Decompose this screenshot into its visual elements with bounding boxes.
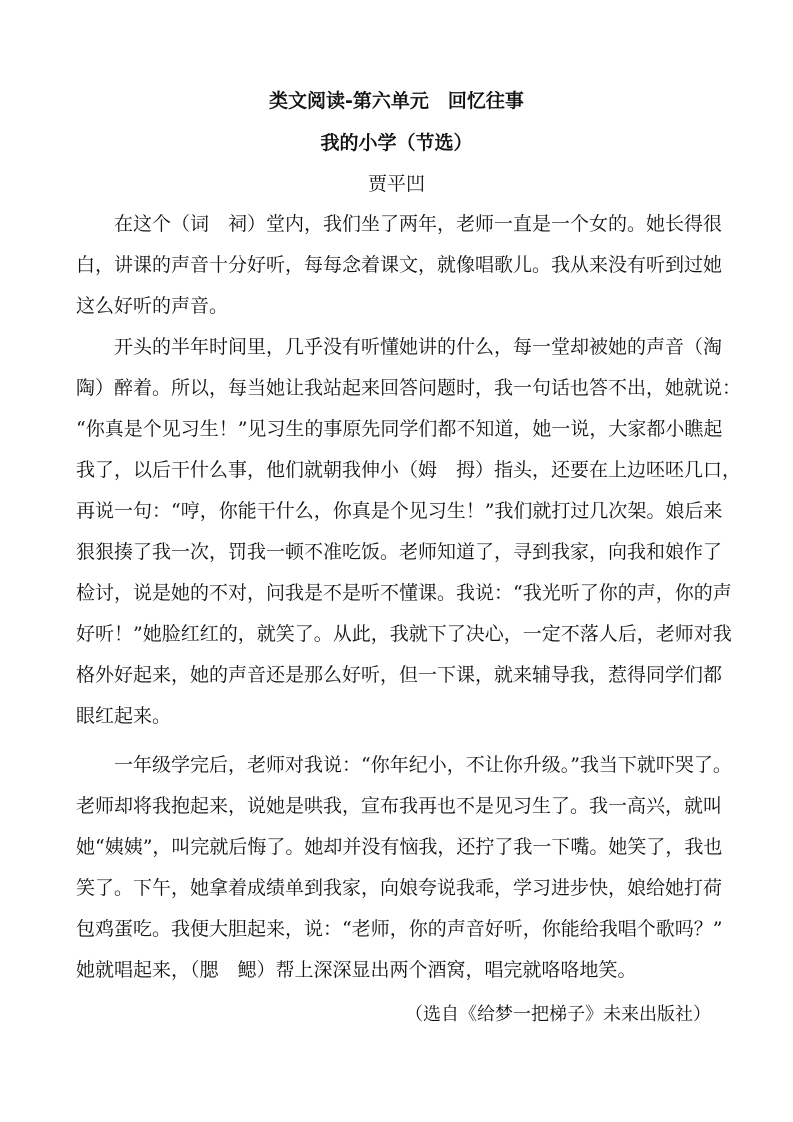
author-name: 贾平凹	[367, 173, 425, 195]
paragraph-1-line-1: 在这个（词 祠）堂内，我们坐了两年，老师一直是一个女的。她长得很	[76, 213, 723, 235]
paragraph-2-line-7: 检讨，说是她的不对，问我是不是听不懂课。我说：“我光听了你的声，你的声	[76, 582, 732, 604]
paragraph-2-line-4: 我了，以后干什么事，他们就朝我伸小（姆 拇）指头，还要在上边呸呸几口，	[76, 459, 742, 481]
paragraph-3-line-2: 老师却将我抱起来，说她是哄我，宣布我再也不是见习生了。我一高兴，就叫	[76, 795, 723, 817]
paragraph-2-line-10: 眼红起来。	[76, 705, 172, 727]
paragraph-3-line-6: 她就唱起来，（腮 鳃）帮上深深显出两个酒窝，唱完就咯咯地笑。	[76, 959, 637, 981]
paragraph-2-line-9: 格外好起来，她的声音还是那么好听，但一下课，就来辅导我，惹得同学们都	[76, 664, 723, 686]
article-title: 我的小学（节选）	[320, 132, 473, 154]
source-citation: （选自《给梦一把梯子》未来出版社）	[405, 1004, 711, 1025]
paragraph-2-line-5: 再说一句：“哼，你能干什么，你真是个见习生！”我们就打过几次架。娘后来	[76, 500, 723, 522]
paragraph-3-line-3: 她“姨姨”，叫完就后悔了。她却并没有恼我，还拧了我一下嘴。她笑了，我也	[76, 836, 723, 858]
paragraph-1-line-3: 这么好听的声音。	[76, 295, 229, 317]
paragraph-2-line-8: 好听！”她脸红红的，就笑了。从此，我就下了决心，一定不落人后，老师对我	[76, 623, 732, 645]
paragraph-3-line-4: 笑了。下午，她拿着成绩单到我家，向娘夸说我乖，学习进步快，娘给她打荷	[76, 877, 723, 899]
paragraph-3-line-1: 一年级学完后，老师对我说：“你年纪小，不让你升级。”我当下就吓哭了。	[76, 754, 732, 776]
paragraph-2-line-3: “你真是个见习生！”见习生的事原先同学们都不知道，她一说，大家都小瞧起	[76, 418, 723, 440]
paragraph-2-line-2: 陶）醉着。所以，每当她让我站起来回答问题时，我一句话也答不出，她就说：	[76, 377, 742, 399]
paragraph-2-line-6: 狠狠揍了我一次，罚我一顿不准吃饭。老师知道了，寻到我家，向我和娘作了	[76, 541, 723, 563]
paragraph-3-line-5: 包鸡蛋吃。我便大胆起来，说：“老师，你的声音好听，你能给我唱个歌吗？”	[76, 918, 723, 940]
paragraph-2-line-1: 开头的半年时间里，几乎没有听懂她讲的什么，每一堂却被她的声音（淘	[76, 336, 723, 358]
unit-title: 类文阅读-第六单元 回忆往事	[269, 90, 524, 112]
paragraph-1-line-2: 白，讲课的声音十分好听，每每念着课文，就像唱歌儿。我从来没有听到过她	[76, 254, 723, 276]
